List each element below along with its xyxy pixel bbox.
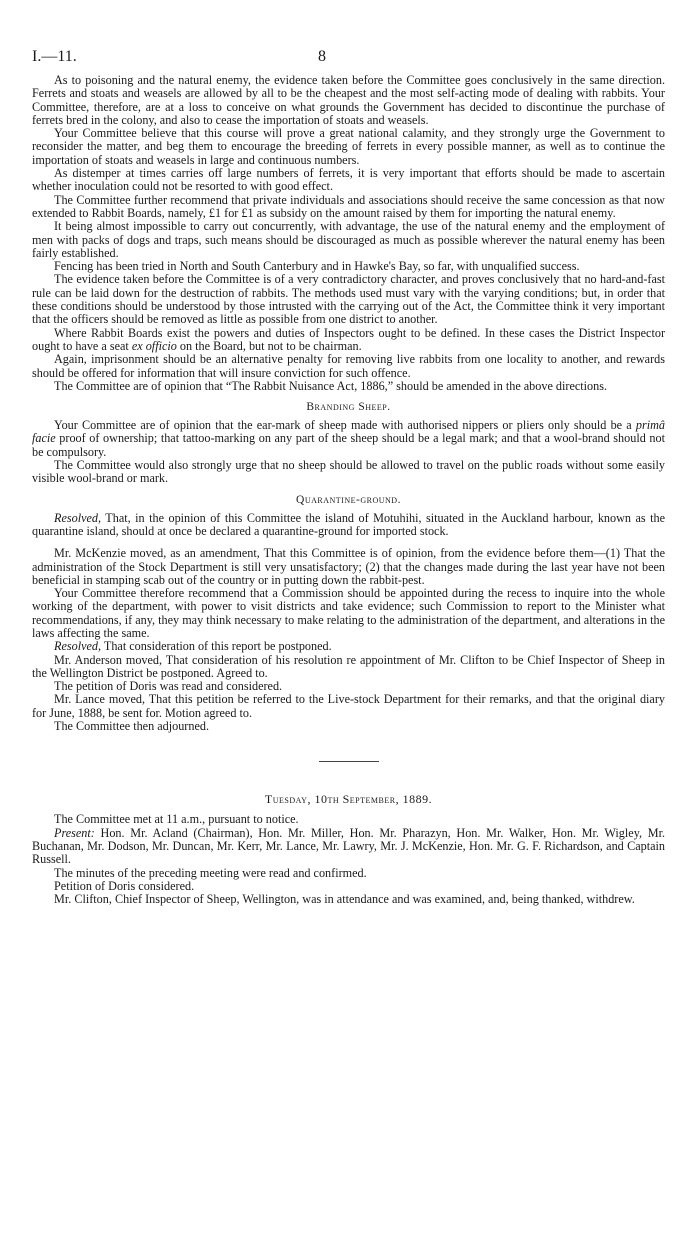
section-divider <box>319 761 379 762</box>
paragraph: Petition of Doris considered. <box>54 878 195 893</box>
paragraph: Your Committee are of opinion that the ear-mark of sheep made with authorised nippers or pliers only should be a primâ facie proof of ownership; that tattoo-marking on any part of the sheep should be a legal mark; and that a wool-brand should not be compulsory. <box>32 418 665 459</box>
paragraph: Mr. Lance moved, That this petition be referred to the Live-stock Department for their remarks, and that the original diary for June, 1888, be sent for. Motion agreed to. <box>32 692 665 720</box>
paragraph: As to poisoning and the natural enemy, the evidence taken before the Committee goes conclusively in the same direction. Ferrets and stoats and weasels are allowed by all to be the cheapest and the most self-acting mode of dealing with rabbits. Your Committee, therefore, are at a loss to conceive on what grounds the Government has decided to discontinue the purchase of ferrets bred in the colony, and also to cease the importation of stoats and weasels. <box>32 73 665 127</box>
paragraph: Mr. McKenzie moved, as an amendment, That this Committee is of opinion, from the evidence before them—(1) That the administration of the Stock Department is still very unsatisfactory; (2) that the changes made during the last year have not been beneficial in stamping scab out of the country or in putting down the rabbit-pest. <box>32 546 665 587</box>
page-reference: I.—11. <box>32 48 77 65</box>
paragraph: Resolved, That, in the opinion of this Committee the island of Motuhihi, situated in the Auckland harbour, known as the quarantine island, should at once be declared a quarantine-ground for imported stock. <box>32 510 665 538</box>
paragraph: The evidence taken before the Committee is of a very contradictory character, and proves conclusively that no hard-and-fast rule can be laid down for the destruction of rabbits. The methods used must vary with the varying conditions; but, in order that these conditions should be understood by those intrusted with the carrying out of the Act, the Committee think it very important that the officers should be removed as little as possible from one district to another. <box>32 272 665 327</box>
page-number: 8 <box>318 48 326 65</box>
paragraph: The Committee further recommend that private individuals and associations should receive the same concession as that now extended to Rabbit Boards, namely, £1 for £1 as subsidy on the amount raised by them for importing the natural enemy. <box>32 192 665 220</box>
paragraph: Your Committee believe that this course will prove a great national calamity, and they strongly urge the Government to reconsider the matter, and beg them to encourage the breeding of ferrets in every possible manner, as well as to continue the importation of stoats and weasels in large and continuous numbers. <box>32 126 665 167</box>
paragraph: The Committee are of opinion that “The Rabbit Nuisance Act, 1886,” should be amended in the above directions. <box>54 378 608 393</box>
paragraph: The minutes of the preceding meeting were read and confirmed. <box>54 865 367 880</box>
paragraph: The petition of Doris was read and considered. <box>54 679 283 694</box>
document-page <box>32 48 665 906</box>
paragraph: Your Committee therefore recommend that a Commission should be appointed during the recess to inquire into the whole working of the department, with power to visit districts and take evidence; such Commission to report to the Minister what recommendations, if any, they may think necessary to make relating to the administration of the department, and alterations in the laws affecting the same. <box>32 586 665 640</box>
paragraph: The Committee then adjourned. <box>54 719 210 734</box>
page-header <box>32 48 665 70</box>
meeting-date-heading: Tuesday, 10th September, 1889. <box>264 792 433 807</box>
paragraph: Fencing has been tried in North and South Canterbury and in Hawke's Bay, so far, with unqualified success. <box>54 259 580 274</box>
minutes-body <box>32 74 665 906</box>
paragraph: Again, imprisonment should be an alternative penalty for removing live rabbits from one locality to another, and rewards should be offered for information that will insure conviction for such offence. <box>32 352 665 380</box>
paragraph: Mr. Clifton, Chief Inspector of Sheep, Wellington, was in attendance and was examined, and, being thanked, withdrew. <box>54 892 635 907</box>
paragraph: Where Rabbit Boards exist the powers and duties of Inspectors ought to be defined. In these cases the District Inspector ought to have a seat ex officio on the Board, but not to be chairman. <box>32 325 665 353</box>
paragraph: Resolved, That consideration of this report be postponed. <box>54 639 332 654</box>
section-heading-quarantine: Quarantine-ground. <box>296 493 401 506</box>
section-heading-branding: Branding Sheep. <box>306 401 391 414</box>
paragraph: Mr. Anderson moved, That consideration of his resolution re appointment of Mr. Clifton to be Chief Inspector of Sheep in the Wellington District be postponed. Agreed to. <box>32 652 665 680</box>
paragraph: As distemper at times carries off large numbers of ferrets, it is very important that efforts should be made to ascertain whether inoculation could not be resorted to with good effect. <box>32 166 665 194</box>
paragraph: The Committee met at 11 a.m., pursuant to notice. <box>54 812 299 827</box>
paragraph: It being almost impossible to carry out concurrently, with advantage, the use of the natural enemy and the employment of men with packs of dogs and traps, such means should be discouraged as much as possible wherever the natural enemy has been fairly established. <box>32 219 665 260</box>
paragraph: Present: Hon. Mr. Acland (Chairman), Hon. Mr. Miller, Hon. Mr. Pharazyn, Hon. Mr. Walker, Hon. Mr. Wigley, Mr. Buchanan, Mr. Dodson, Mr. Duncan, Mr. Kerr, Mr. Lance, Mr. Lawry, Mr. J. McKenzie, Hon. Mr. G. F. Richardson, and Captain Russell. <box>32 825 665 867</box>
paragraph: The Committee would also strongly urge that no sheep should be allowed to travel on the public roads without some easily visible wool-brand or mark. <box>32 458 665 486</box>
